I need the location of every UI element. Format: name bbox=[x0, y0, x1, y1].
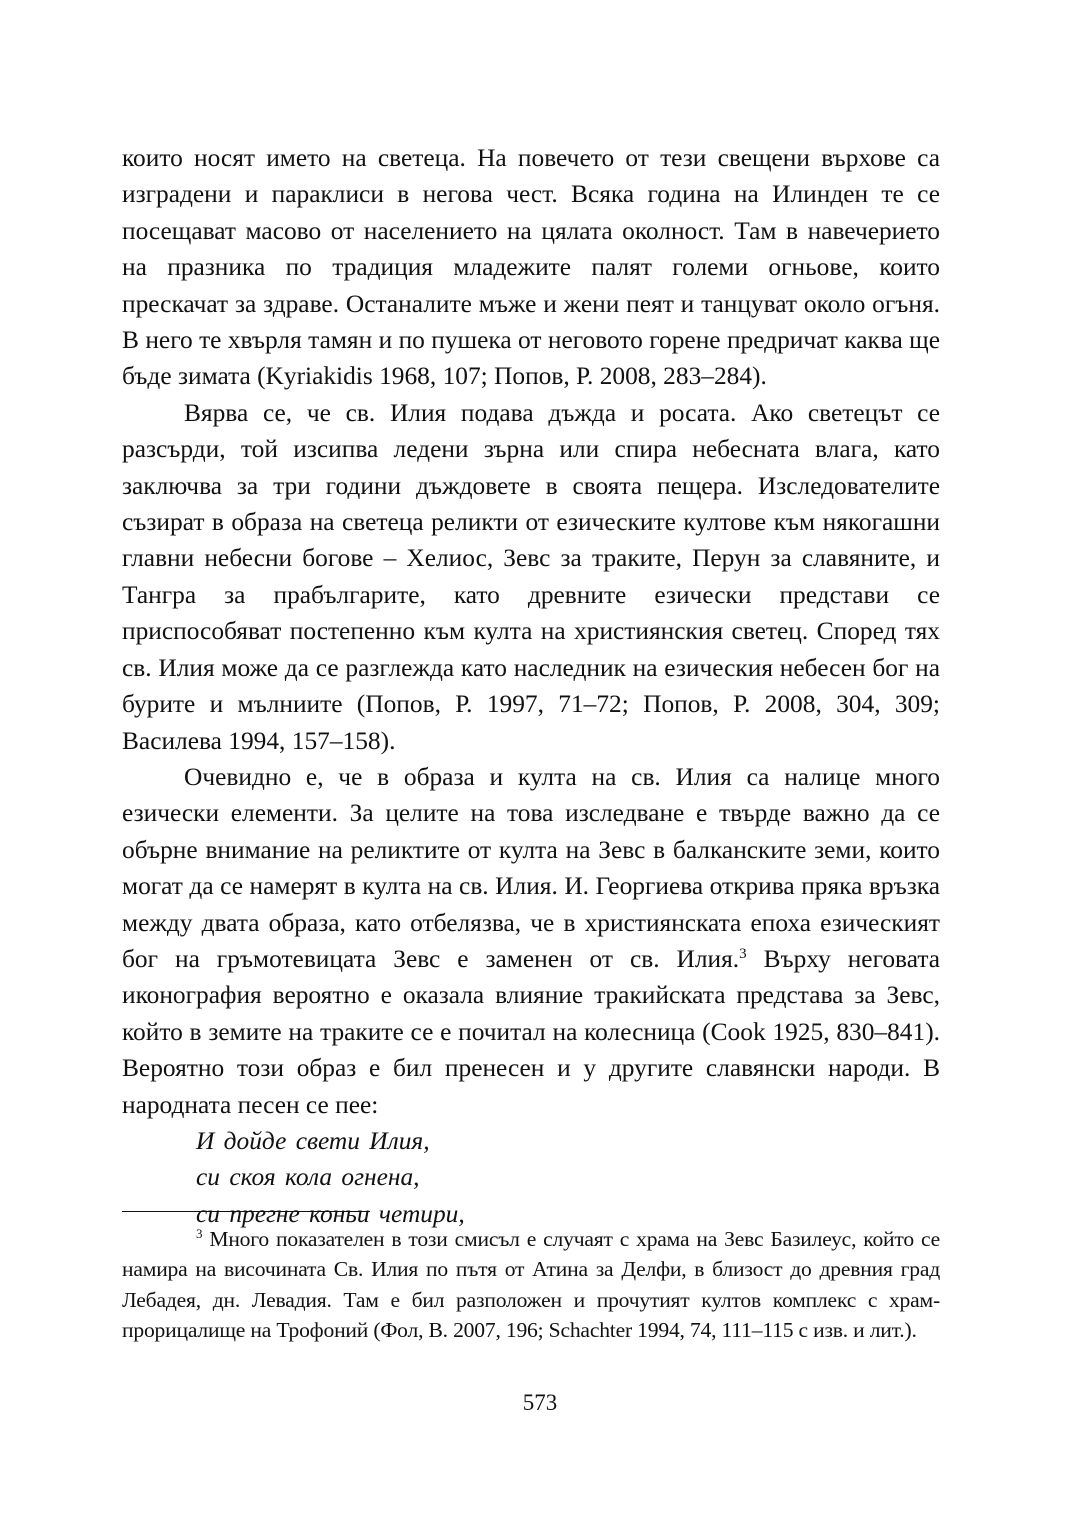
paragraph-2: Вярва се, че св. Илия подава дъжда и росата. Ако светецът се разсърди, той изсипва ледени зърна или спира небесната влага, като заключва за три години дъждовете в своята пещера. Изследователите съзират в образа на светеца реликти от езическите култове към някогашни главни небесни богове – Хелиос, Зевс за траките, Перун за славяните, и Тангра за прабългарите, като древните езически представи се приспособяват постепенно към култа на християнския светец. Според тях св. Илия може да се разглежда като наследник на езическия небесен бог на бурите и мълниите (Попов, Р. 1997, 71–72; Попов, Р. 2008, 304, 309; Василева 1994, 157–158). bbox=[122, 398, 940, 755]
footnote-text: Много показателен в този смисъл е случаят с храма на Зевс Базилеус, който се намира на височината Св. Илия по пътя от Атина за Делфи, в близост до древния град Лебадея, дн. Левадия. Там е бил разположен и прочутият култов комплекс с храм-прорицалище на Трофоний (Фол, В. 2007, 196; Schachter 1994, 74, 111–115 с изв. и лит.). bbox=[122, 1227, 940, 1343]
verse-line: си прегне коньи четири, bbox=[196, 1199, 465, 1228]
page-number: 573 bbox=[522, 1390, 558, 1415]
paragraph-3-text-after-note: Върху неговата иконография вероятно е оказала влияние тракийската представа за Зевс, който в земите на траките се е почитал на колесница (Cook 1925, 830–841). Вероятно този образ е бил пренесен и у другите славянски народи. В народната песен се пее: bbox=[122, 944, 940, 1119]
folk-song-verse bbox=[122, 1123, 940, 1232]
verse-line: И дойде свети Илия, bbox=[196, 1126, 430, 1155]
footnote-reference[interactable]: 3 bbox=[739, 945, 747, 962]
paragraph-3-text-before-note: Очевидно е, че в образа и култа на св. Илия са налице много езически елементи. За целите на това изследване е твърде важно да се обърне внимание на реликтите от култа на Зевс в балканските земи, които могат да се намерят в култа на св. Илия. И. Георгиева открива пряка връзка между двата образа, като отбелязва, че в християнската епоха езическият бог на гръмотевицата Зевс е заменен от св. Илия. bbox=[122, 762, 940, 973]
paragraph-1: които носят името на светеца. На повечето от тези свещени върхове са изградени и параклиси в негова чест. Всяка година на Илинден те се посещават масово от населението на цялата околност. Там в навечерието на празника по традиция младежите палят големи огньове, които прескачат за здраве. Останалите мъже и жени пеят и танцуват около огъня. В него те хвърля тамян и по пушека от неговото горене предричат каква ще бъде зимата (Kyriakidis 1968, 107; Попов, Р. 2008, 283–284). bbox=[122, 144, 940, 391]
verse-line: си скоя кола огнена, bbox=[196, 1163, 420, 1192]
footnote-separator bbox=[122, 1211, 370, 1212]
page-body bbox=[122, 140, 940, 1232]
footnote-mark: 3 bbox=[196, 1226, 203, 1241]
footnote bbox=[122, 1224, 940, 1346]
paragraph-3 bbox=[122, 759, 940, 1123]
